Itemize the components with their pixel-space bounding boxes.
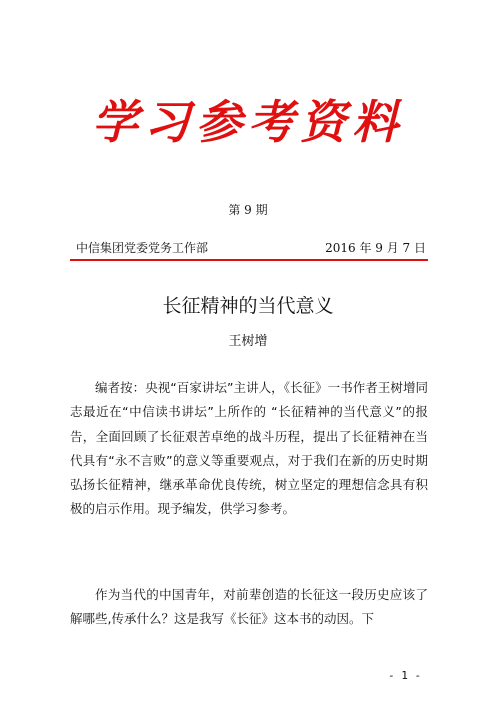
editor-note-paragraph: 编者按：央视“百家讲坛”主讲人，《长征》一书作者王树增同志最近在“中信读书讲坛”上所作的 “长征精神的当代意义”的报告，全面回顾了长征艰苦卓绝的战斗历程，提出了长征精神在当代具有“永不言败”的意义等重要观点，对于我们在新的历史时期弘扬长征精神，继承革命优良传统，树立坚定的理想信念具有积极的启示作用。现予编发，供学习参考。 bbox=[70, 380, 428, 517]
article-title: 长征精神的当代意义 bbox=[162, 295, 334, 317]
publish-date: 2016 年 9 月 7 日 bbox=[325, 241, 426, 255]
header-meta-row bbox=[76, 239, 426, 256]
issue-number: 第 9 期 bbox=[228, 203, 268, 217]
publisher-label: 中信集团党委党务工作部 bbox=[76, 241, 209, 255]
article-author: 王树增 bbox=[228, 334, 268, 349]
body-paragraph: 作为当代的中国青年，对前辈创造的长征这一段历史应该了解哪些,传承什么？这是我写《长征》这本书的动因。下 bbox=[70, 587, 428, 627]
header-divider bbox=[70, 259, 428, 261]
masthead-title: 学习参考资料 bbox=[92, 95, 404, 149]
page-number: - 1 - bbox=[388, 669, 422, 682]
